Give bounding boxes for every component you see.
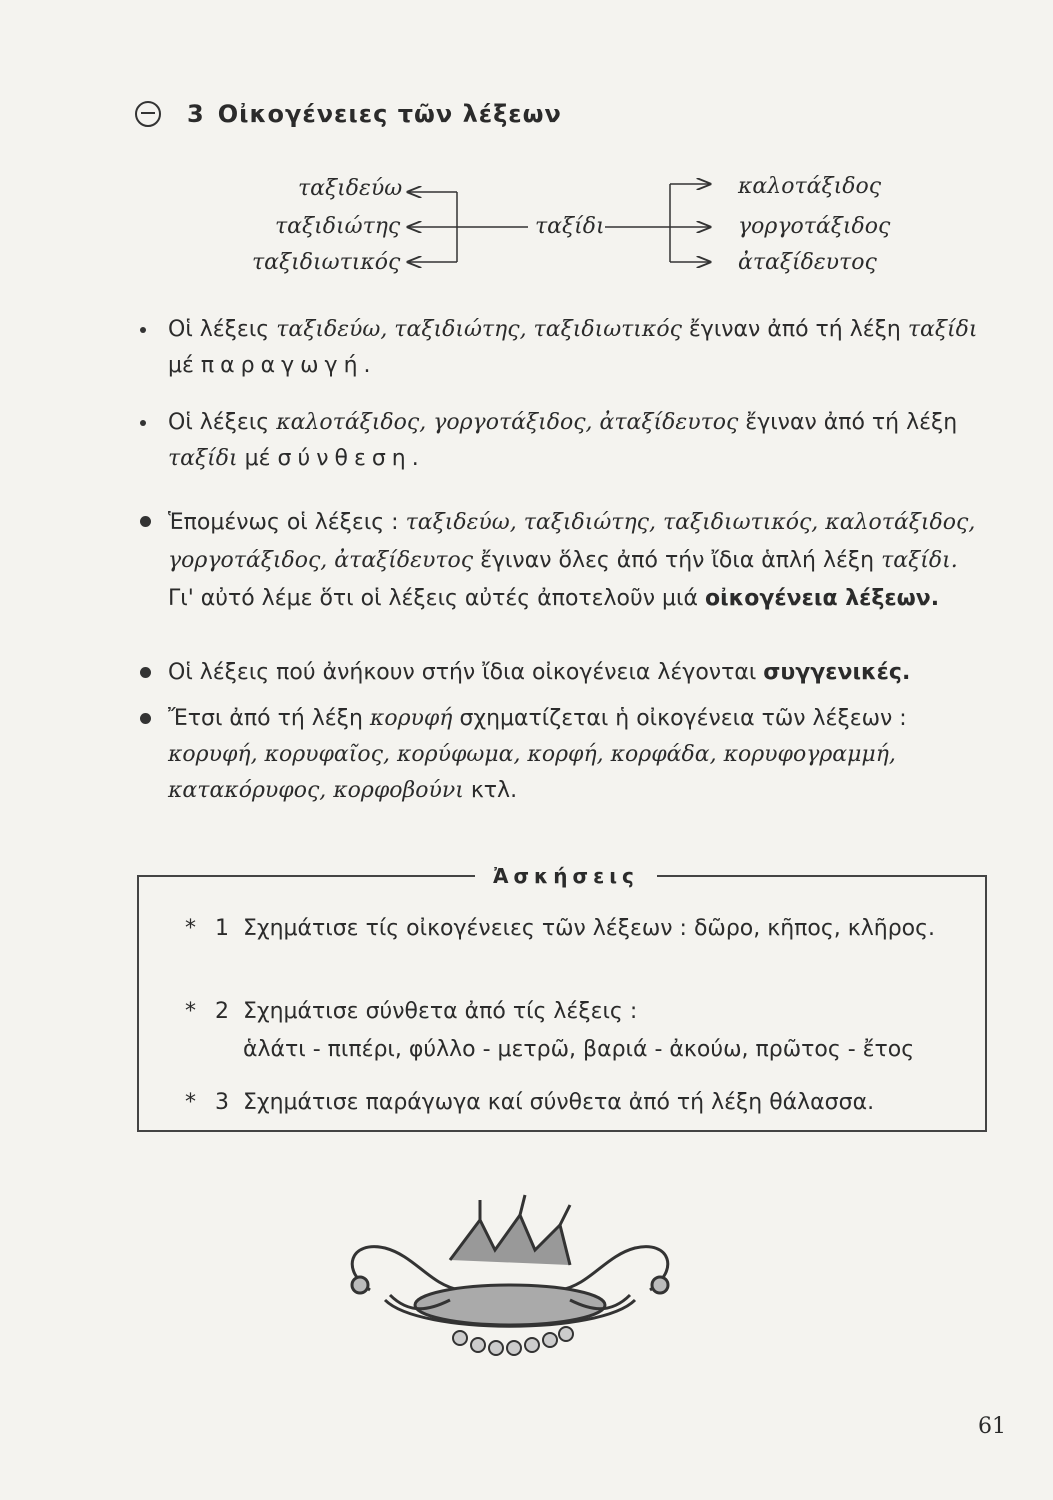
- word-center: ταξίδι: [535, 214, 605, 239]
- exercise-text: Σχημάτισε τίς οἰκογένειες τῶν λέξεων : δῶρο, κῆπος, κλῆρος.: [243, 916, 936, 941]
- exercise-number: 2: [215, 999, 229, 1024]
- exercise-item: [185, 912, 975, 946]
- section-heading: [135, 100, 562, 128]
- page-number: 61: [978, 1414, 1006, 1439]
- word-family-diagram: [230, 170, 930, 290]
- paragraph-derivation: Οἱ λέξεις ταξιδεύω, ταξιδιώτης, ταξιδιωτικός ἔγιναν ἀπό τή λέξη ταξίδι μέ παραγωγή.: [140, 312, 990, 384]
- word-left-2: ταξιδιώτης: [275, 214, 401, 239]
- theta-icon: [135, 101, 161, 127]
- exercise-item: [185, 995, 975, 1067]
- bullet: [140, 327, 146, 333]
- word-right-1: καλοτάξιδος: [738, 174, 882, 199]
- bullet: [140, 516, 151, 527]
- section-title: Οἰκογένειες τῶν λέξεων: [217, 100, 562, 128]
- exercise-text-line2: ἁλάτι - πιπέρι, φύλλο - μετρῶ, βαριά - ἀκούω, πρῶτος - ἔτος: [243, 1037, 915, 1062]
- paragraph-example: Ἔτσι ἀπό τή λέξη κορυφή σχηματίζεται ἡ οἰκογένεια τῶν λέξεων : κορυφή, κορυφαῖος, κορύφωμα, κορφή, κορφάδα, κορυφογραμμή, κατακόρυφος, κορφοβούνι κτλ.: [140, 701, 990, 809]
- exercise-text: Σχημάτισε παράγωγα καί σύνθετα ἀπό τή λέξη θάλασσα.: [243, 1090, 875, 1115]
- bullet: [140, 713, 151, 724]
- paragraph-compounding: Οἱ λέξεις καλοτάξιδος, γοργοτάξιδος, ἀταξίδευτος ἔγιναν ἀπό τή λέξη ταξίδι μέ σύνθεση.: [140, 405, 990, 477]
- asterisk-icon: *: [185, 1090, 196, 1115]
- paragraph-related-words: Οἱ λέξεις πού ἀνήκουν στήν ἴδια οἰκογένεια λέγονται συγγενικές.: [140, 655, 990, 691]
- exercise-number: 3: [215, 1090, 229, 1115]
- bullet: [140, 420, 146, 426]
- exercises-title: Ἀσκήσεις: [475, 864, 657, 888]
- exercise-text: Σχημάτισε σύνθετα ἀπό τίς λέξεις :: [243, 999, 638, 1024]
- word-right-2: γοργοτάξιδος: [738, 214, 891, 239]
- section-number: 3: [187, 100, 204, 128]
- paragraph-word-family: Ἑπομένως οἱ λέξεις : ταξιδεύω, ταξιδιώτης, ταξιδιωτικός, καλοτάξιδος, γοργοτάξιδος, ἀταξίδευτος ἔγιναν ὅλες ἀπό τήν ἴδια ἁπλή λέξη ταξίδι. Γι' αὐτό λέμε ὅτι οἱ λέξεις αὐτές ἀποτελοῦν μιά οἰκογένεια λέξεων.: [140, 504, 990, 618]
- asterisk-icon: *: [185, 916, 196, 941]
- asterisk-icon: *: [185, 999, 196, 1024]
- decorative-ornament-icon: [330, 1190, 690, 1370]
- word-left-1: ταξιδεύω: [298, 176, 403, 201]
- exercise-number: 1: [215, 916, 229, 941]
- word-left-3: ταξιδιωτικός: [252, 250, 401, 275]
- exercise-item: [185, 1086, 975, 1120]
- bullet: [140, 667, 151, 678]
- word-right-3: ἀταξίδευτος: [738, 250, 877, 275]
